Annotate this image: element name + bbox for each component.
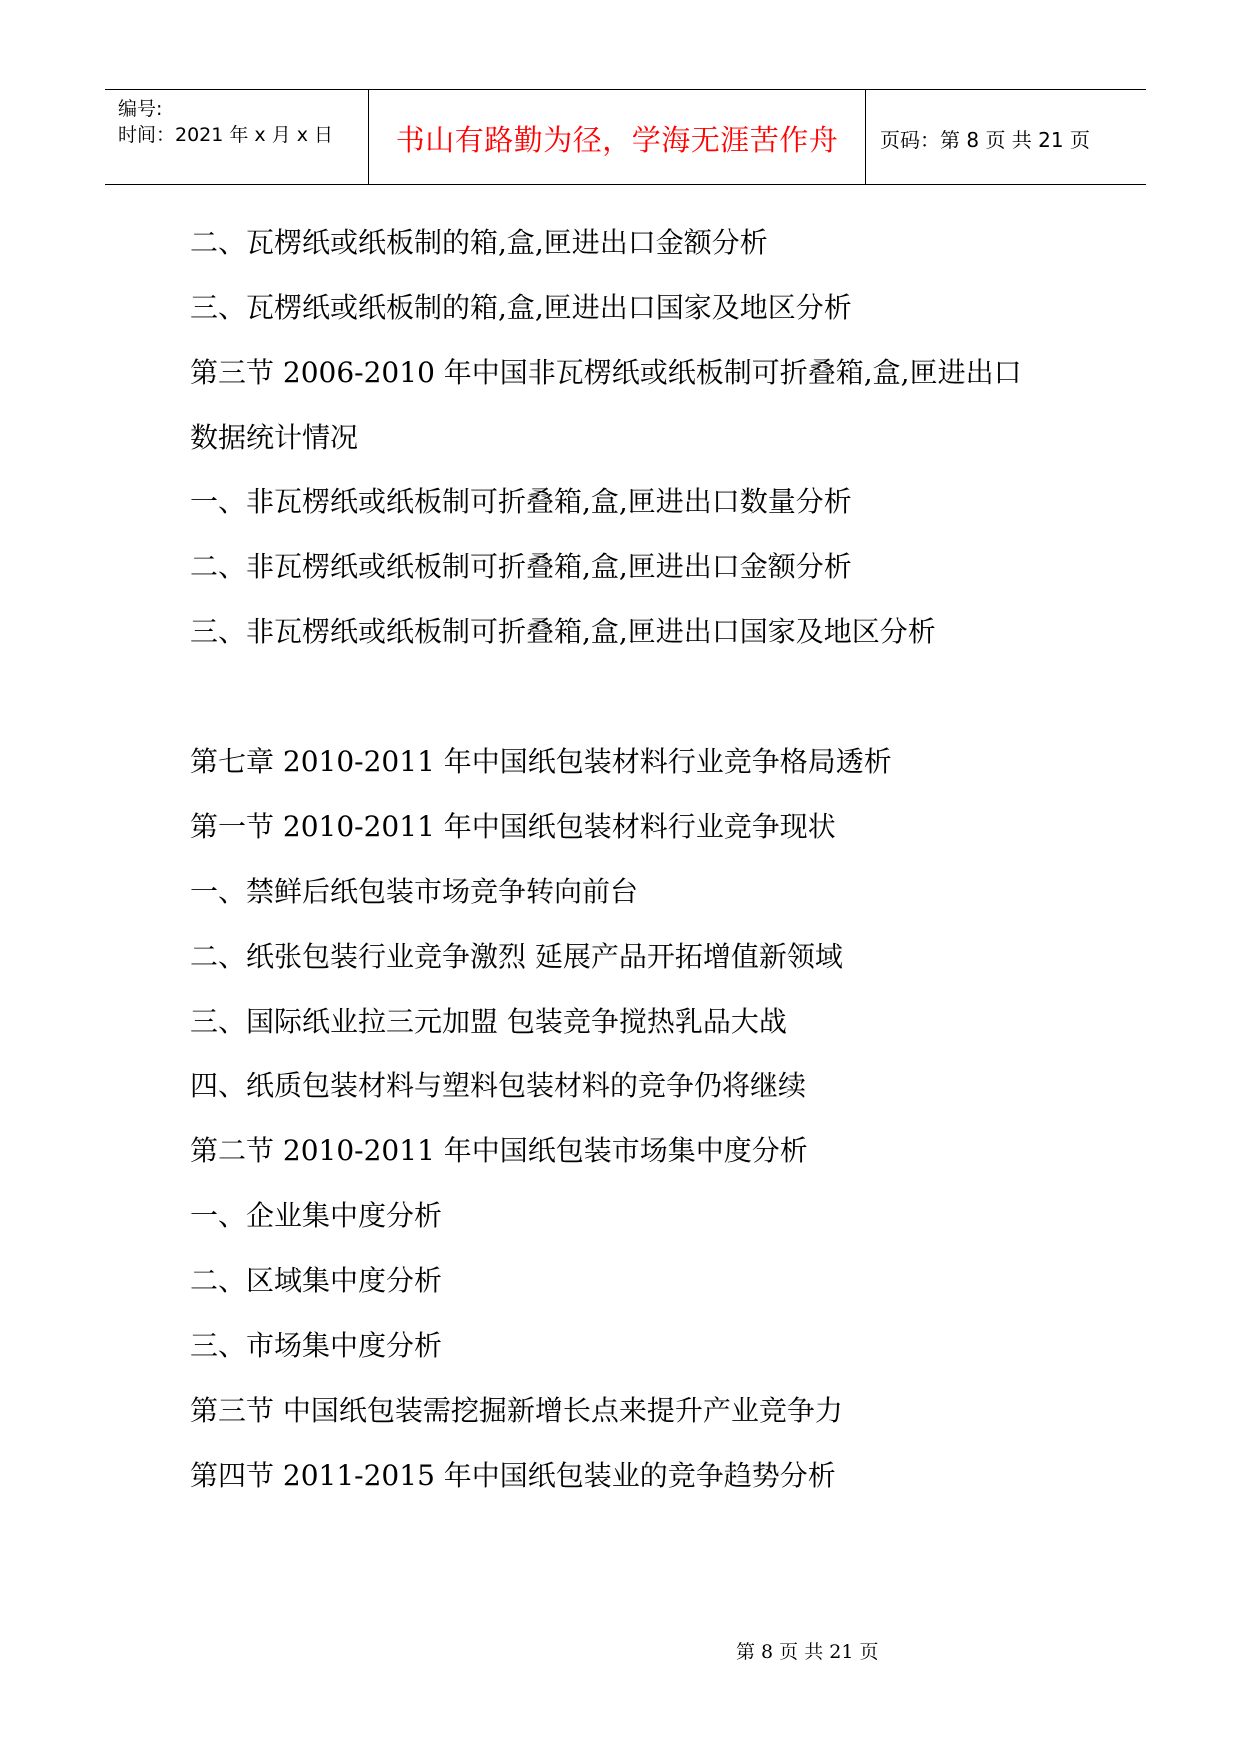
toc-line: 三、市场集中度分析 bbox=[190, 1329, 443, 1362]
toc-line: 四、纸质包装材料与塑料包装材料的竞争仍将继续 bbox=[190, 1069, 807, 1102]
toc-line: 第三节 中国纸包装需挖掘新增长点来提升产业竞争力 bbox=[190, 1394, 843, 1427]
header-motto-cell bbox=[369, 90, 866, 184]
header-page-info: 页码：第 8 页 共 21 页 bbox=[880, 128, 1090, 152]
toc-line: 二、区域集中度分析 bbox=[190, 1264, 443, 1297]
toc-line: 第二节 2010-2011 年中国纸包装市场集中度分析 bbox=[190, 1134, 808, 1167]
toc-line: 第四节 2011-2015 年中国纸包装业的竞争趋势分析 bbox=[190, 1459, 836, 1492]
page-footer: 第 8 页 共 21 页 bbox=[736, 1641, 879, 1663]
toc-line: 第三节 2006-2010 年中国非瓦楞纸或纸板制可折叠箱,盒,匣进出口 bbox=[190, 356, 1022, 389]
toc-line: 二、非瓦楞纸或纸板制可折叠箱,盒,匣进出口金额分析 bbox=[190, 550, 852, 583]
toc-line: 二、纸张包装行业竞争激烈 延展产品开拓增值新领域 bbox=[190, 940, 843, 973]
header-motto: 书山有路勤为径，学海无涯苦作舟 bbox=[395, 123, 839, 157]
toc-line: 第一节 2010-2011 年中国纸包装材料行业竞争现状 bbox=[190, 810, 836, 843]
document-time-label: 时间：2021 年 x 月 x 日 bbox=[118, 124, 334, 146]
toc-line: 数据统计情况 bbox=[190, 421, 359, 454]
toc-line: 二、瓦楞纸或纸板制的箱,盒,匣进出口金额分析 bbox=[190, 226, 768, 259]
toc-line: 一、企业集中度分析 bbox=[190, 1199, 443, 1232]
document-number-label: 编号: bbox=[118, 98, 163, 120]
toc-line: 三、瓦楞纸或纸板制的箱,盒,匣进出口国家及地区分析 bbox=[190, 291, 852, 324]
chapter-heading: 第七章 2010-2011 年中国纸包装材料行业竞争格局透析 bbox=[190, 745, 892, 778]
header-page-cell bbox=[866, 90, 1146, 184]
header-meta-cell bbox=[105, 90, 369, 184]
toc-line: 一、禁鲜后纸包装市场竞争转向前台 bbox=[190, 875, 639, 908]
toc-line: 一、非瓦楞纸或纸板制可折叠箱,盒,匣进出口数量分析 bbox=[190, 485, 852, 518]
toc-line: 三、非瓦楞纸或纸板制可折叠箱,盒,匣进出口国家及地区分析 bbox=[190, 615, 936, 648]
page-header bbox=[105, 89, 1146, 185]
toc-line: 三、国际纸业拉三元加盟 包装竞争搅热乳品大战 bbox=[190, 1005, 787, 1038]
